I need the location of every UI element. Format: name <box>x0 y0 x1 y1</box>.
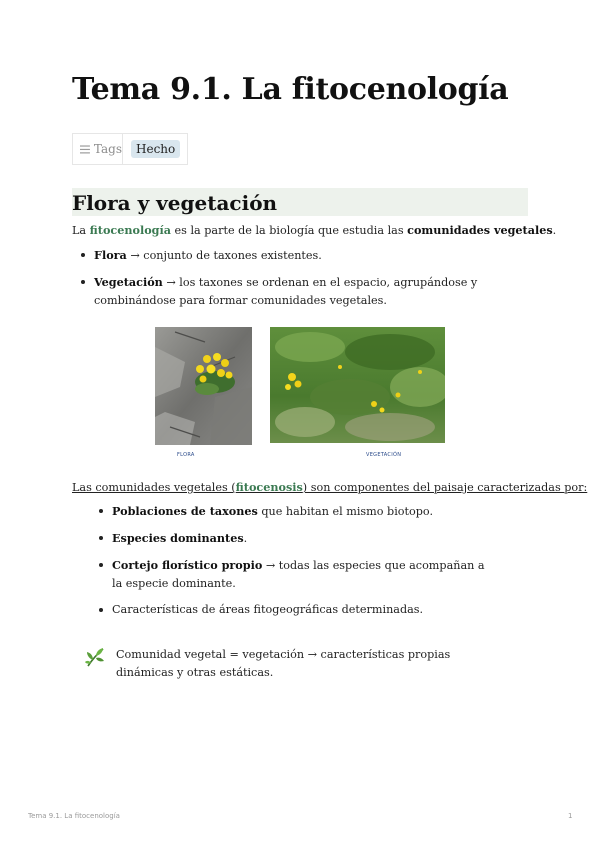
list-item-text: . <box>243 532 248 545</box>
term-fitocenosis: fitocenosis <box>235 480 303 494</box>
list-item-bold: Cortejo florístico propio <box>112 558 263 572</box>
tag-pill-hecho[interactable]: Hecho <box>131 140 180 158</box>
bullet <box>81 253 85 257</box>
intro-bold: comunidades vegetales <box>407 223 553 237</box>
tags-label-cell <box>73 134 123 164</box>
flora-caption: FLORA <box>177 452 195 458</box>
list-item-text: → todas las especies que acompañan a la especie dominante. <box>112 559 485 590</box>
term-fitocenologia: fitocenología <box>89 223 171 237</box>
flora-photo <box>155 327 252 445</box>
list-item <box>92 556 492 593</box>
characteristics-list <box>92 502 492 619</box>
callout <box>84 646 504 682</box>
herb-icon <box>84 646 106 668</box>
intro-middle: es la parte de la biología que estudia las <box>170 224 408 237</box>
bullet <box>81 280 85 284</box>
list-item <box>72 273 522 310</box>
footer-title: Tema 9.1. La fitocenología <box>28 812 120 820</box>
bullet <box>99 509 103 513</box>
communities-prefix: Las comunidades vegetales ( <box>72 481 236 494</box>
definition-list <box>72 246 522 310</box>
bullet <box>99 563 103 567</box>
list-item-bold: Flora <box>94 248 127 262</box>
callout-text: Comunidad vegetal = vegetación → características propias dinámicas y otras estáticas. <box>116 648 451 679</box>
list-item <box>72 246 522 265</box>
tags-property <box>72 133 188 165</box>
list-item-text: que habitan el mismo biotopo. <box>257 505 433 518</box>
page-number: 1 <box>568 812 573 820</box>
vegetation-photo <box>270 327 445 443</box>
intro-suffix: . <box>552 224 557 237</box>
list-item-text: → los taxones se ordenan en el espacio, agrupándose y combinándose para formar comunidades vegetales. <box>94 276 478 307</box>
bullet <box>99 608 103 612</box>
list-item-text: Características de áreas fitogeográficas determinadas. <box>112 603 424 616</box>
vegetation-caption: VEGETACIÓN <box>366 452 402 458</box>
list-item-bold: Especies dominantes <box>112 531 244 545</box>
tags-label: Tags <box>93 142 122 156</box>
communities-paragraph <box>72 478 587 497</box>
list-item-bold: Poblaciones de taxones <box>112 504 258 518</box>
communities-suffix: ) son componentes del paisaje caracterizadas por: <box>302 481 588 494</box>
intro-paragraph <box>72 221 556 240</box>
section-heading: Flora y vegetación <box>72 188 528 216</box>
list-item <box>92 529 492 548</box>
list-item-text: → conjunto de taxones existentes. <box>126 249 322 262</box>
list-item-bold: Vegetación <box>94 275 163 289</box>
list-icon <box>80 145 90 154</box>
bullet <box>99 536 103 540</box>
page-title: Tema 9.1. La fitocenología <box>72 72 509 107</box>
list-item <box>92 601 492 619</box>
intro-prefix: La <box>72 224 90 237</box>
list-item <box>92 502 492 521</box>
